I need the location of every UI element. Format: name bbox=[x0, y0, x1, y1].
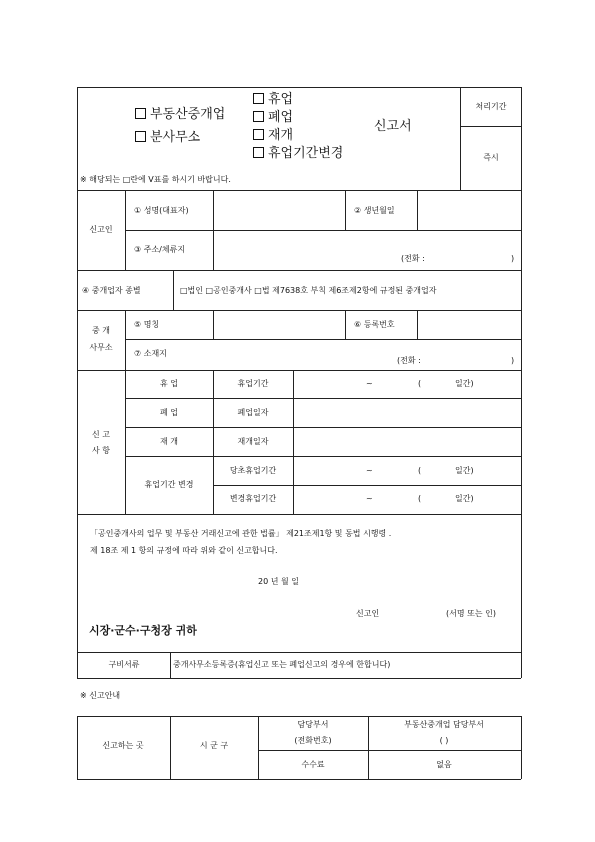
location-field[interactable] bbox=[214, 340, 520, 369]
report-type-option[interactable]: 폐업 bbox=[253, 111, 293, 124]
checkbox-icon[interactable] bbox=[253, 147, 264, 158]
close-label: 폐 업 bbox=[160, 408, 178, 417]
original-period-label: 당초휴업기간 bbox=[229, 466, 277, 475]
dept-label: (전화번호) bbox=[294, 736, 332, 745]
documents-value: 중개사무소등록증(휴업신고 또는 폐업신고의 경우에 한합니다) bbox=[173, 660, 391, 669]
registration-label: ⑥ 등록번호 bbox=[354, 320, 395, 329]
report-section-label: 사 항 bbox=[92, 446, 110, 455]
change-label: 휴업기간 변경 bbox=[144, 480, 194, 489]
checkbox-icon[interactable] bbox=[135, 108, 146, 119]
fee-value: 없음 bbox=[436, 760, 452, 769]
name-label: ① 성명(대표자) bbox=[134, 206, 189, 215]
reporter-phone-label: (전화 : bbox=[401, 254, 425, 263]
report-type-option[interactable]: 휴업기간변경 bbox=[253, 147, 343, 160]
suspend-period-label: 휴업기간 bbox=[237, 379, 269, 388]
broker-type-options[interactable]: □법인 □공인중개사 □법 제7638호 부칙 제6조제2항에 규정된 중개업자 bbox=[180, 286, 437, 295]
declaration-date[interactable]: 20 년 월 일 bbox=[258, 577, 299, 586]
reopen-date-field[interactable] bbox=[294, 428, 520, 455]
office-phone-close: ) bbox=[511, 356, 515, 365]
suspend-label: 휴 업 bbox=[160, 379, 178, 388]
close-date-label: 폐업일자 bbox=[237, 408, 269, 417]
guide-title: ※ 신고안내 bbox=[80, 691, 121, 700]
days-unit: 일간) bbox=[455, 379, 474, 388]
broker-type-label: ④ 중개업자 종별 bbox=[82, 286, 141, 295]
birth-field[interactable] bbox=[418, 191, 520, 229]
addressee: 시장·군수·구청장 귀하 bbox=[89, 624, 197, 637]
name-field[interactable] bbox=[214, 191, 344, 229]
checkbox-icon[interactable] bbox=[135, 131, 146, 142]
days-open: ( bbox=[418, 494, 422, 503]
office-name-label: ⑤ 명칭 bbox=[134, 320, 160, 329]
office-phone-label: (전화 : bbox=[397, 356, 421, 365]
report-section-label: 신 고 bbox=[92, 430, 110, 439]
report-type-option[interactable]: 재개 bbox=[253, 129, 293, 142]
tilde: ~ bbox=[366, 494, 373, 503]
instruction-note: ※ 해당되는 □란에 V표를 하시기 바랍니다. bbox=[80, 175, 231, 184]
days-open: ( bbox=[418, 379, 422, 388]
office-section-label: 중 개 bbox=[92, 326, 110, 335]
form-title: 신고서 bbox=[374, 119, 412, 134]
reporter-phone-close: ) bbox=[511, 254, 515, 263]
signer-label: 신고인 bbox=[356, 609, 380, 618]
reopen-label: 재 개 bbox=[160, 437, 178, 446]
days-unit: 일간) bbox=[455, 466, 474, 475]
business-type-option[interactable]: 분사무소 bbox=[135, 131, 200, 144]
reopen-date-label: 재개일자 bbox=[237, 437, 269, 446]
address-label: ③ 주소/체류지 bbox=[134, 245, 186, 254]
report-type-option[interactable]: 휴업 bbox=[253, 93, 293, 106]
processing-period-value: 즉시 bbox=[483, 153, 499, 162]
processing-period-label: 처리기간 bbox=[475, 102, 507, 111]
dept-value: 부동산중개업 담당부서 bbox=[404, 720, 484, 729]
declaration-line-2: 제 18조 제 1 항의 규정에 따라 위와 같이 신고합니다. bbox=[90, 546, 278, 555]
declaration-line-1: 「공인중개사의 업무 및 부동산 거래신고에 관한 법률」 제21조제1항 및 동법 시행령 . bbox=[90, 529, 392, 538]
location-label: ⑦ 소재지 bbox=[134, 349, 167, 358]
signature-field[interactable]: (서명 또는 인) bbox=[446, 609, 496, 618]
documents-label: 구비서류 bbox=[108, 660, 140, 669]
checkbox-icon[interactable] bbox=[253, 129, 264, 140]
dept-phone: ( ) bbox=[439, 736, 449, 745]
close-date-field[interactable] bbox=[294, 399, 520, 426]
checkbox-icon[interactable] bbox=[253, 93, 264, 104]
registration-field[interactable] bbox=[418, 311, 520, 338]
changed-period-label: 변경휴업기간 bbox=[229, 494, 277, 503]
office-section-label: 사무소 bbox=[89, 343, 113, 352]
days-unit: 일간) bbox=[455, 494, 474, 503]
place-label: 신고하는 곳 bbox=[102, 741, 144, 750]
office-name-field[interactable] bbox=[214, 311, 344, 338]
dept-label: 담당부서 bbox=[297, 720, 329, 729]
reporter-section-label: 신고인 bbox=[89, 225, 113, 234]
place-value: 시 군 구 bbox=[199, 741, 229, 750]
birth-label: ② 생년월일 bbox=[354, 206, 395, 215]
business-type-option[interactable]: 부동산중개업 bbox=[135, 108, 225, 121]
fee-label: 수수료 bbox=[301, 760, 325, 769]
tilde: ~ bbox=[366, 379, 373, 388]
checkbox-icon[interactable] bbox=[253, 111, 264, 122]
days-open: ( bbox=[418, 466, 422, 475]
address-field[interactable] bbox=[214, 231, 520, 269]
tilde: ~ bbox=[366, 466, 373, 475]
